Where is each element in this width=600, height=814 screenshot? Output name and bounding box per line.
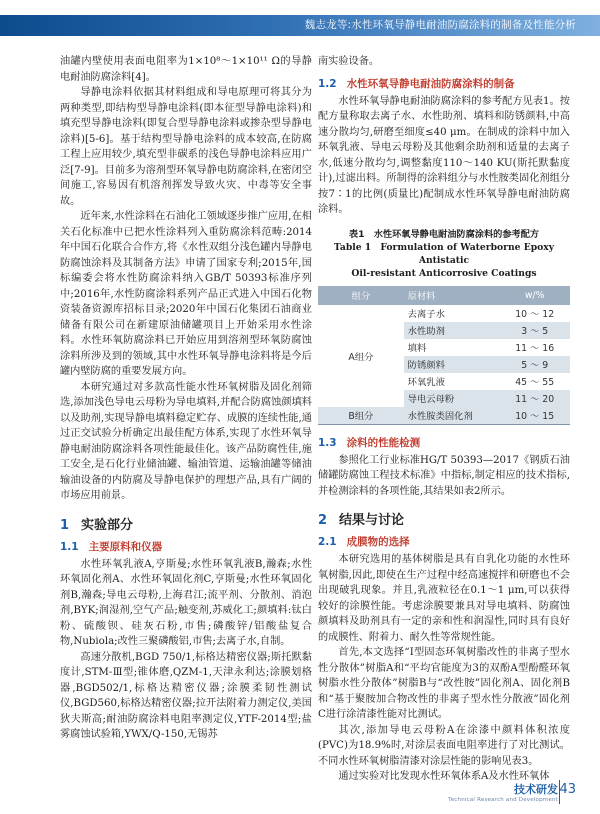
subsection-title: 主要原料和仪器 bbox=[88, 540, 163, 553]
value-cell: 11 ～ 16 bbox=[515, 343, 555, 354]
table-caption-en-line1: Table 1 Formulation of Waterborne Epoxy Antistatic bbox=[333, 241, 555, 266]
subsection-number: 1.1 bbox=[60, 540, 79, 553]
subsection-number: 1.3 bbox=[318, 436, 337, 449]
paragraph-results-3: 其次,添加导电云母粉A在涂漆中颜料体积浓度(PVC)为18.9%时,对涂层表面电阻率进行了对比测试。不同水性环氧树脂清漆对涂层性能的影响见表3。 bbox=[318, 724, 570, 767]
left-column bbox=[60, 54, 312, 743]
paragraph-intro-2: 导静电涂料依据其材料组成和导电原理可将其分为两种类型,即结构型导静电涂料(即本征型导静电涂料)和填充型导静电涂料(即复合型导静电涂料或掺杂型导静电涂料)[5-6]。基于结构型导静电涂料的成本较高,在防腐工程上应用较少,填充型非碳系的浅色导静电涂料应用广泛[7-9]。目前多为溶剂型环氧导静电防腐涂料,在密闭空间施工,容易因有机溶剂挥发导致火灾、中毒等安全事故。 bbox=[60, 87, 312, 207]
value-cell: 5 ～ 9 bbox=[499, 356, 570, 373]
table-caption bbox=[318, 228, 570, 280]
paragraph-results-4: 通过实验对比发现水性环氧体系A及水性环氧体 bbox=[338, 771, 550, 782]
paragraph-intro-1: 油罐内壁使用表面电阻率为1×10⁸～1×10¹¹ Ω的导静电耐油防腐涂料[4]。 bbox=[60, 56, 312, 83]
paragraph-results-2: 首先,本文选择“Ⅰ型固态环氧树脂改性的非离子型水性分散体”树脂A和“平均官能度为3的双酚A型酚醛环氧树脂水性分散体”树脂B与“改性胺”固化剂A、固化剂B和“基于聚胺加合物改性的非离子型水性分散液”固化剂C进行涂清漆性能对比测试。 bbox=[318, 647, 570, 720]
material-cell: 导电云母粉 bbox=[404, 390, 500, 407]
table-row bbox=[318, 407, 570, 425]
footer-brand-en: Technical Research and Development bbox=[448, 797, 558, 803]
section-title: 实验部分 bbox=[81, 517, 134, 533]
table-caption-cn: 表1 水性环氧导静电耐油防腐涂料的参考配方 bbox=[348, 228, 540, 240]
table-header-row bbox=[318, 286, 570, 305]
paragraph-materials: 水性环氧乳液A,亨斯曼;水性环氧乳液B,瀚森;水性环氧固化剂A、水性环氧固化剂C,亨斯曼;水性环氧固化剂B,瀚森;导电云母粉,上海君江;流平剂、分散剂、消泡剂,BYK;润湿剂,空气产品;触变剂,苏威化工;颜填料:钛白粉、硫酸钡、硅灰石粉,市售;磷酸锌/铝酸盐复合物,Nubiola;改性三聚磷酸铝,市售;去离子水,自制。 bbox=[60, 558, 312, 647]
subsection-title: 成膜物的选择 bbox=[346, 536, 410, 548]
material-cell: 环氧乳液 bbox=[407, 377, 445, 388]
section-title: 结果与讨论 bbox=[339, 513, 405, 528]
subsection-heading-2-1 bbox=[318, 534, 570, 549]
subsection-heading-1-1 bbox=[60, 539, 312, 554]
group-cell-b: B组分 bbox=[318, 407, 404, 425]
section-number: 1 bbox=[60, 517, 70, 533]
subsection-heading-1-3 bbox=[318, 435, 570, 450]
table-header-cell: w/% bbox=[499, 286, 570, 305]
paragraph-instruments: 高速分散机,BGD 750/1,标格达精密仪器;斯托默黏度计,STM-Ⅲ型;锥体磨,QZM-1,天津永利达;涂膜划格器,BGD502/1,标格达精密仪器;涂膜柔韧性测试仪,BGD560,标格达精密仪器;拉开法附着力测定仪,美国狄夫斯高;耐油防腐涂料电阻率测定仪,YTF-2014型;盐雾腐蚀试验箱,YWX/Q-150,无锡苏 bbox=[60, 651, 312, 740]
material-cell: 填料 bbox=[407, 343, 427, 354]
header-band bbox=[0, 0, 600, 40]
right-column bbox=[318, 54, 570, 785]
value-cell: 10 ～ 12 bbox=[515, 309, 555, 320]
value-cell: 45 ～ 55 bbox=[515, 377, 555, 388]
subsection-number: 2.1 bbox=[318, 536, 337, 548]
subsection-title: 水性环氧导静电耐油防腐涂料的制备 bbox=[346, 77, 515, 90]
subsection-number: 1.2 bbox=[318, 77, 337, 90]
subsection-heading-1-2 bbox=[318, 76, 570, 91]
formulation-table bbox=[318, 286, 570, 425]
paragraph-continued: 南实验设备。 bbox=[318, 56, 380, 67]
material-cell: 去离子水 bbox=[407, 309, 445, 320]
page-number: 43 bbox=[559, 782, 576, 797]
section-heading-1 bbox=[60, 514, 312, 533]
paragraph-intro-3: 近年来,水性涂料在石油化工领域逐步推广应用,在相关石化标准中已把水性涂料列入重防腐涂料范畴:2014年中国石化联合合作方,将《水性双组分浅色罐内导静电防腐蚀涂料及其制备方法》申请了国家专利;2015年,国标编委会将水性防腐涂料纳入GB/T 50393标准序列中;2016年,水性防腐涂料系列产品正式进入中国石化物资装备资源库招标目录;2020年中国石化集团石油商业储备有限公司在新建原油储罐项目上开始采用水性涂料。水性环氧防腐涂料已开始应用到溶剂型环氧防腐蚀涂料所涉及到的领域,其中水性环氧导静电涂料将是今后罐内壁防腐的重要发展方向。 bbox=[60, 211, 312, 377]
section-number: 2 bbox=[318, 513, 328, 528]
section-heading-2 bbox=[318, 509, 570, 528]
value-cell: 3 ～ 5 bbox=[499, 322, 570, 339]
material-cell: 水性胺类固化剂 bbox=[404, 407, 500, 425]
paragraph-testing: 参照化工行业标准HG/T 50393—2017《钢质石油储罐防腐蚀工程技术标准》中指标,制定相应的技术指标,并检测涂料的各项性能,其结果如表2所示。 bbox=[318, 454, 570, 497]
table-header-cell: 原材料 bbox=[404, 286, 500, 305]
paragraph-preparation: 水性环氧导静电耐油防腐涂料的参考配方见表1。按配方量称取去离子水、水性助剂、填料和防锈颜料,中高速分散均匀,研磨至细度≤40 μm。在制成的涂料中加入环氧乳液、导电云母粉及其他剩余助剂和适量的去离子水,低速分散均匀,调整黏度110～140 KU(斯托默黏度计),过滤出料。所制得的涂料组分与水性胺类固化剂组分按7∶1的比例(质量比)配制成水性环氧导静电耐油防腐涂料。 bbox=[318, 95, 570, 215]
running-title: 魏志龙等:水性环氧导静电耐油防腐涂料的制备及性能分析 bbox=[304, 19, 576, 31]
table-caption-en-line2: Oil-resistant Anticorrosive Coatings bbox=[351, 267, 537, 279]
paragraph-results-1: 本研究选用的基体树脂是具有自乳化功能的水性环氧树脂,因此,即使在生产过程中经高速搅拌和研磨也不会出现破乳现象。并且,乳液粒径在0.1～1 μm,可以获得较好的涂膜性能。考虑涂膜要兼具对导电填料、防腐蚀颜填料及助剂具有一定的亲和性和润湿性,同时具有良好的成膜性、附着力、耐久性等常规性能。 bbox=[318, 554, 570, 643]
paragraph-intro-4: 本研究通过对多款高性能水性环氧树脂及固化剂筛选,添加浅色导电云母粉为导电填料,并配合防腐蚀颜填料以及助剂,实现导静电填料稳定贮存、成膜的连续性能,通过正交试验分析确定出最佳配方体系,实现了水性环氧导静电耐油防腐涂料各项性能最佳化。该产品防腐性佳,施工安全,是石化行业储油罐、输油管道、运输油罐等储油输油设备的内防腐及导静电保护的理想产品,具有广阔的市场应用前景。 bbox=[60, 381, 312, 501]
material-cell: 水性助剂 bbox=[404, 322, 500, 339]
group-cell-a: A组分 bbox=[318, 305, 404, 407]
material-cell: 防锈颜料 bbox=[404, 356, 500, 373]
subsection-title: 涂料的性能检测 bbox=[346, 436, 421, 449]
table-header-cell: 组分 bbox=[318, 286, 404, 305]
footer-brand bbox=[448, 781, 558, 803]
value-cell: 10 ～ 15 bbox=[499, 407, 570, 425]
value-cell: 11 ～ 20 bbox=[499, 390, 570, 407]
footer-brand-cn: 技术研发 bbox=[514, 783, 558, 796]
table-row bbox=[318, 305, 570, 322]
